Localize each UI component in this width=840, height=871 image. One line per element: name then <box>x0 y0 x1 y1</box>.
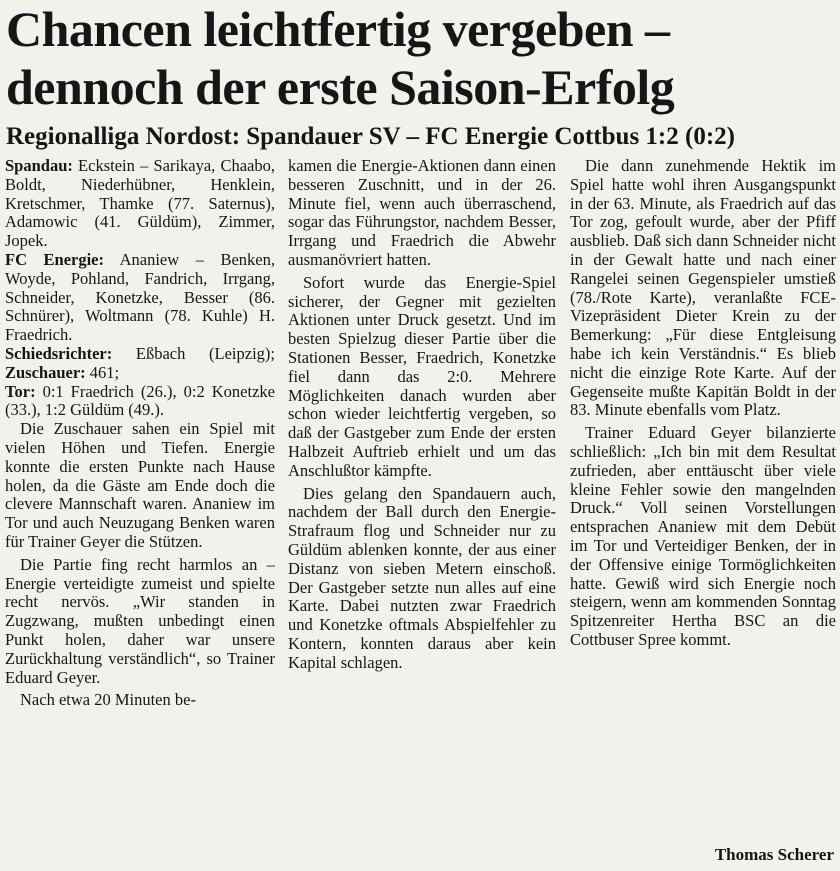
lineup-spandau-text: Eckstein – Sarikaya, Chaabo, Boldt, Niederhübner, Henklein, Kretschmer, Thamke (77. Saternus), Adamowic (41. Güldüm), Zimmer, Jopek. <box>5 156 275 251</box>
column-2 <box>288 157 556 673</box>
goals-text: 0:1 Fraedrich (26.), 0:2 Konetzke (33.), 1:2 Güldüm (49.). <box>5 381 275 420</box>
lineup-energie <box>5 251 275 345</box>
author-byline: Thomas Scherer <box>714 845 834 864</box>
body-paragraph: kamen die Energie-Aktionen dann einen besseren Zuschnitt, und in der 26. Minute fiel, wenn auch überraschend, sogar das Führungstor, nachdem Besser, Irrgang und Fraedrich die Abwehr ausmanövriert hatten. <box>288 156 556 269</box>
lineup-energie-label: FC Energie: <box>5 249 104 269</box>
lineup-spandau-label: Spandau: <box>5 156 73 175</box>
body-paragraph: Trainer Eduard Geyer bilanzierte schließlich: „Ich bin mit dem Resultat zufrieden, aber enttäuscht über viele kleine Fehler sowie den mangelnden Druck.“ Voll seinen Vorstellungen entsprachen Ananiew mit dem Debüt im Tor und Verteidiger Benken, der in der Offensive einige Tormöglichkeiten hatte. Gewiß wird sich Energie noch steigern, wenn am kommenden Sonntag Spitzenreiter Hertha BSC an die Cottbuser Spree kommt. <box>570 423 836 649</box>
headline <box>6 0 836 116</box>
referee-text: Eßbach (Leipzig); <box>112 343 275 363</box>
column-1 <box>5 157 275 710</box>
body-paragraph: Dies gelang den Spandauern auch, nachdem der Ball durch den Energie-Strafraum flog und Schneider nur zu Güldüm ablenken konnte, der aus einer Distanz von sieben Metern einschoß. Der Gastgeber setzte nun alles auf eine Karte. Dabei nutzten zwar Fraedrich und Konetzke oftmals Abspielfehler zu Kontern, konnten daraus aber kein Kapital schlagen. <box>288 483 556 672</box>
referee-label: Schiedsrichter: <box>5 343 113 363</box>
headline-line-1: Chancen leichtfertig vergeben – <box>6 1 670 57</box>
match-facts <box>5 345 275 420</box>
body-paragraph: Nach etwa 20 Minuten be- <box>20 690 196 710</box>
body-paragraph: Sofort wurde das Energie-Spiel sicherer, der Gegner mit gezielten Aktionen unter Druck gesetzt. Und im besten Spielzug dieser Partie über die Stationen Besser, Fraedrich, Konetzke fiel dann das 2:0. Mehrere Möglichkeiten danach wurden aber schon wieder leichtfertig vergeben, so daß der Gastgeber zum Ende der ersten Halbzeit Auftrieb erhielt und um das Anschlußtor kämpfte. <box>288 272 556 480</box>
article-header <box>6 0 836 152</box>
goals-label: Tor: <box>5 381 36 401</box>
spectators-label: Zuschauer: <box>5 362 86 382</box>
headline-line-2: dennoch der erste Saison-Erfolg <box>6 59 675 115</box>
lineup-spandau <box>5 157 275 251</box>
spectators-text: 461; <box>85 362 120 382</box>
column-3 <box>570 157 836 650</box>
body-paragraph: Die Partie fing recht harmlos an – Energie verteidigte zumeist und spielte recht nervös. „Wir standen in Zugzwang, mußten unbedingt einen Punkt holen, daher war unsere Zurückhaltung verständlich“, so Trainer Eduard Geyer. <box>5 554 275 687</box>
subheadline: Regionalliga Nordost: Spandauer SV – FC Energie Cottbus 1:2 (0:2) <box>6 123 735 150</box>
body-paragraph: Die dann zunehmende Hektik im Spiel hatte wohl ihren Ausgangspunkt in der 63. Minute, als Fraedrich auf das Tor zog, gefoult wurde, aber der Pfiff ausblieb. Daß sich dann Schneider nicht in der Gewalt hatte und nach einer Rangelei seinen Gegenspieler umstieß (78./Rote Karte), veranlaßte FCE-Vizepräsident Dieter Krein zu der Bemerkung: „Für diese Entgleisung habe ich kein Verständnis.“ Es blieb nicht die einzige Rote Karte. Auf der Gegenseite mußte Kapitän Boldt in der 83. Minute ebenfalls vom Platz. <box>570 156 836 420</box>
lineup-energie-text: Ananiew – Benken, Woyde, Pohland, Fandrich, Irrgang, Schneider, Konetzke, Besser (86. Schnürer), Woltmann (78. Kuhle) H. Fraedrich. <box>5 249 275 345</box>
body-paragraph: Die Zuschauer sahen ein Spiel mit vielen Höhen und Tiefen. Energie konnte die ersten Punkte nach Hause holen, da die Gäste am Ende doch die clevere Mannschaft waren. Ananiew im Tor und auch Neuzugang Benken waren für Trainer Geyer die Stützen. <box>5 419 275 551</box>
